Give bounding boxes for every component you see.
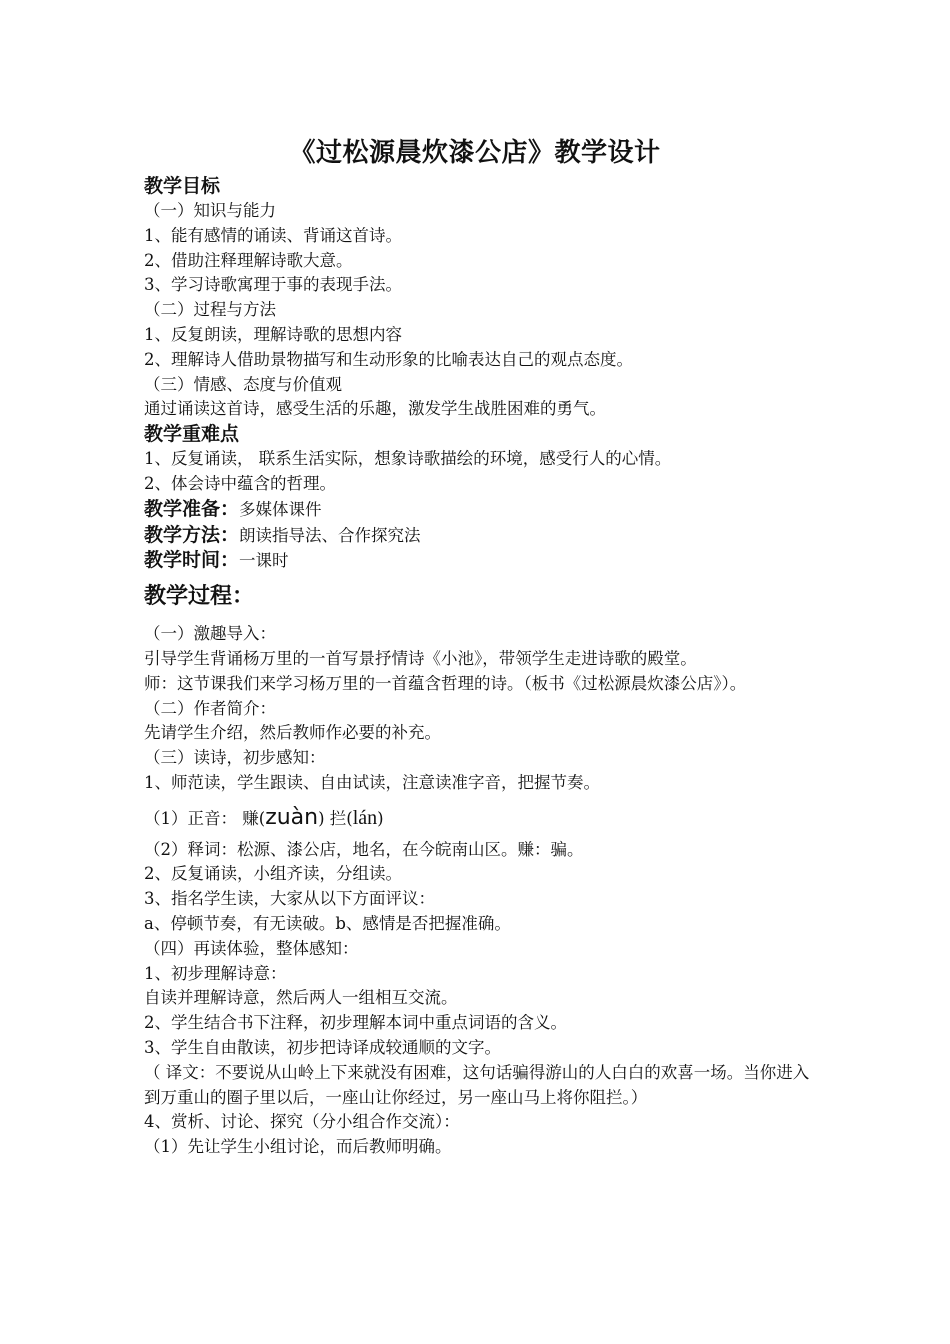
- list-item: 2、体会诗中蕴含的哲理。: [144, 473, 336, 493]
- list-item: 3、学生自由散读，初步把诗译成较通顺的文字。: [144, 1037, 501, 1057]
- paragraph: 引导学生背诵杨万里的一首写景抒情诗《小池》，带领学生走进诗歌的殿堂。: [144, 648, 697, 668]
- step-label: （四）再读体验，整体感知：: [144, 938, 359, 958]
- section-heading-objectives: 教学目标: [144, 175, 221, 197]
- list-item: 1、初步理解诗意：: [144, 963, 287, 983]
- list-item: （2）释词：松源、漆公店，地名，在今皖南山区。赚：骗。: [144, 839, 584, 859]
- document-body: [144, 174, 816, 1160]
- list-item: 2、学生结合书下注释，初步理解本词中重点词语的含义。: [144, 1013, 567, 1033]
- time-value: 一课时: [239, 551, 289, 571]
- method-label: 教学方法：: [144, 523, 240, 546]
- list-item: 2、反复诵读，小组齐读，分组读。: [144, 864, 402, 884]
- paragraph: 自读并理解诗意，然后两人一组相互交流。: [144, 988, 458, 1008]
- list-item: 3、指名学生读，大家从以下方面评议：: [144, 889, 435, 909]
- section-heading-key-points: 教学重难点: [144, 423, 240, 446]
- list-item: 2、理解诗人借助景物描写和生动形象的比喻表达自己的观点态度。: [144, 349, 633, 369]
- pronunciation-line: [144, 806, 816, 832]
- subheading-knowledge: （一）知识与能力: [144, 201, 276, 220]
- step-label: （三）读诗，初步感知：: [144, 748, 326, 768]
- preparation-line: [144, 497, 816, 523]
- pinyin-lan: lán: [352, 806, 378, 829]
- step-label: （二）作者简介：: [144, 698, 276, 718]
- list-item: 1、反复朗读，理解诗歌的思想内容: [144, 324, 402, 344]
- list-item: 3、学习诗歌寓理于事的表现手法。: [144, 275, 402, 295]
- translation-paragraph: （ 译文：不要说从山岭上下来就没有困难，这句话骗得游山的人白白的欢喜一场。当你进入到万重山的圈子里以后，一座山让你经过，另一座山马上将你阻拦。）: [144, 1062, 810, 1107]
- list-item: a、停顿节奏，有无读破。b、感情是否把握准确。: [144, 913, 511, 933]
- section-heading-process: 教学过程：: [144, 584, 255, 610]
- subheading-emotion: （三）情感、态度与价值观: [144, 374, 342, 394]
- list-item: 1、能有感情的诵读、背诵这首诗。: [144, 225, 402, 245]
- method-line: [144, 523, 816, 549]
- step-label: （一）激趣导入：: [144, 624, 276, 644]
- list-item: 2、借助注释理解诗歌大意。: [144, 250, 353, 270]
- paragraph: 先请学生介绍，然后教师作必要的补充。: [144, 723, 441, 743]
- method-value: 朗读指导法、合作探究法: [239, 525, 421, 545]
- preparation-value: 多媒体课件: [239, 499, 322, 519]
- time-label: 教学时间：: [144, 549, 240, 572]
- list-item: （1）先让学生小组讨论，而后教师明确。: [144, 1137, 452, 1157]
- pronunciation-mid: ) 拦(: [318, 808, 353, 828]
- time-line: [144, 548, 816, 574]
- subheading-process: （二）过程与方法: [144, 300, 276, 320]
- document-title: 《过松源晨炊漆公店》教学设计: [289, 138, 661, 168]
- paragraph: 师：这节课我们来学习杨万里的一首蕴含哲理的诗。（板书《过松源晨炊漆公店》）。: [144, 673, 747, 693]
- pinyin-zuan: zuàn: [265, 804, 319, 830]
- pronunciation-prefix: （1）正音： 赚(: [144, 808, 266, 828]
- pronunciation-suffix: ): [377, 808, 384, 828]
- preparation-label: 教学准备：: [144, 497, 240, 520]
- paragraph: 通过诵读这首诗，感受生活的乐趣，激发学生战胜困难的勇气。: [144, 399, 606, 419]
- list-item: 1、师范读，学生跟读、自由试读，注意读准字音，把握节奏。: [144, 772, 600, 792]
- list-item: 1、反复诵读， 联系生活实际，想象诗歌描绘的环境，感受行人的心情。: [144, 449, 672, 469]
- list-item: 4、赏析、讨论、探究（分小组合作交流）：: [144, 1112, 460, 1132]
